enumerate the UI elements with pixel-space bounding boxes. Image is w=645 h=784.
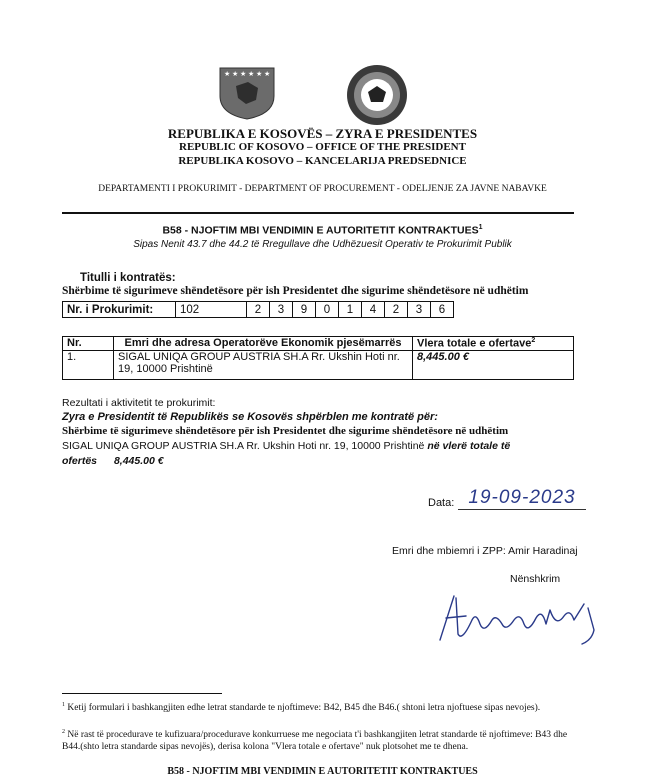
table-row (63, 350, 574, 379)
page-footer: B58 - NJOFTIM MBI VENDIMIN E AUTORITETIT KONTRAKTUES (167, 766, 478, 777)
notice-title-text: B58 - NJOFTIM MBI VENDIMIN E AUTORITETIT KONTRAKTUES (162, 224, 479, 237)
handwritten-signature (432, 590, 600, 648)
notice-subtitle: Sipas Nenit 43.7 dhe 44.2 të Rregullave dhe Udhëzuesit Operativ te Prokurimit Publik (133, 239, 512, 250)
row-nr: 1. (63, 350, 114, 379)
svg-text:★: ★ (264, 70, 271, 78)
department-line: DEPARTAMENTI I PROKURIMIT - DEPARTMENT OF PROCUREMENT - ODELJENJE ZA JAVNE NABAVKE (98, 184, 547, 194)
svg-text:★: ★ (256, 70, 263, 78)
footnote-2 (62, 726, 582, 753)
notice-title (0, 224, 645, 237)
offer-value: 8,445.00 € (113, 455, 164, 467)
date-label: Data: (428, 497, 455, 509)
date-value: 19-09-2023 (458, 487, 586, 510)
procurement-digit: 3 (270, 302, 293, 318)
header-line-1: REPUBLIKA E KOSOVËS – ZYRA E PRESIDENTES (167, 126, 478, 141)
footnote-1-number: 1 (62, 702, 65, 708)
procurement-digit: 6 (431, 302, 454, 318)
procurement-digit: 1 (339, 302, 362, 318)
procurement-digit: 9 (293, 302, 316, 318)
zpp-label: Emri dhe mbiemri i ZPP: (392, 545, 506, 557)
zpp-name: Amir Haradinaj (508, 545, 578, 557)
row-value: 8,445.00 € (413, 350, 574, 379)
procurement-digit: 0 (316, 302, 339, 318)
result-line-4 (62, 455, 164, 467)
procurement-digit: 3 (408, 302, 431, 318)
header-line-2: REPUBLIC OF KOSOVO – OFFICE OF THE PRESIDENT (179, 141, 466, 153)
row-operator: SIGAL UNIQA GROUP AUSTRIA SH.A Rr. Ukshin Hoti nr. 19, 10000 Prishtinë (114, 350, 413, 379)
procurement-label: Nr. i Prokurimit: (63, 302, 176, 318)
offers-table (62, 336, 574, 380)
result-line-1: Zyra e Presidentit të Republikës se Kosovës shpërblen me kontratë për: (62, 411, 438, 423)
svg-text:★: ★ (232, 70, 239, 78)
result-line-3 (62, 440, 510, 452)
svg-text:★: ★ (240, 70, 247, 78)
result-line-2: Shërbime të sigurimeve shëndetësore për ish Presidentet dhe sigurime shëndetësore në udhëtim (62, 425, 509, 437)
column-header-value (413, 337, 574, 351)
winner-text: SIGAL UNIQA GROUP AUSTRIA SH.A Rr. Ukshin Hoti nr. 19, 10000 Prishtinë (62, 440, 428, 452)
contract-title-value: Shërbime të sigurimeve shëndetësore për ish Presidentet dhe sigurime shëndetësore në udhëtim (62, 285, 529, 297)
contract-title-label: Titulli i kontratës: (80, 272, 176, 284)
procurement-digit: 2 (247, 302, 270, 318)
svg-text:★: ★ (224, 70, 231, 78)
footnote-2-text: Në rast të procedurave te kufizuara/procedurave konkurruese me negociata t'i bashkangjiten letrat standarde të njoftimeve: B43 dhe B44.(shto letra standarde sipas nevojës), derisa kolona "Vlera totale e ofertave" nuk plotsohet me te dhena. (62, 730, 568, 753)
footnote-ref-2: 2 (531, 337, 536, 344)
column-header-operator: Emri dhe adresa Operatorëve Ekonomik pjesëmarrës (114, 337, 413, 351)
footnote-1-text: Ketij formulari i bashkangjiten edhe letrat standarde te njoftimeve: B42, B45 dhe B46.( shtoni letra njoftuese sipas nevojes). (67, 703, 541, 714)
procurement-digit: 2 (385, 302, 408, 318)
footnote-ref-1: 1 (478, 224, 483, 231)
footnote-divider (62, 693, 222, 694)
offer-label: ofertës (62, 455, 98, 467)
column-header-nr: Nr. (63, 337, 114, 351)
procurement-number-table (62, 301, 454, 318)
offers-table-header (63, 337, 574, 351)
signature-label: Nënshkrim (510, 573, 561, 585)
svg-text:★: ★ (248, 70, 255, 78)
total-value-label: në vlerë totale të (427, 440, 511, 452)
kosovo-coat-of-arms-icon (218, 66, 276, 120)
zpp-line (392, 545, 578, 557)
column-header-value-text: Vlera totale e ofertave (417, 337, 532, 350)
result-label: Rezultati i aktivitetit te prokurimit: (62, 397, 216, 409)
procurement-digit: 4 (362, 302, 385, 318)
footnote-2-number: 2 (62, 729, 65, 735)
presidential-seal-icon (346, 64, 408, 126)
procurement-digit: 102 (176, 302, 247, 318)
header-line-3: REPUBLIKA KOSOVO – KANCELARIJA PREDSEDNICE (178, 155, 467, 167)
footnote-1 (62, 699, 582, 714)
divider (62, 212, 574, 214)
